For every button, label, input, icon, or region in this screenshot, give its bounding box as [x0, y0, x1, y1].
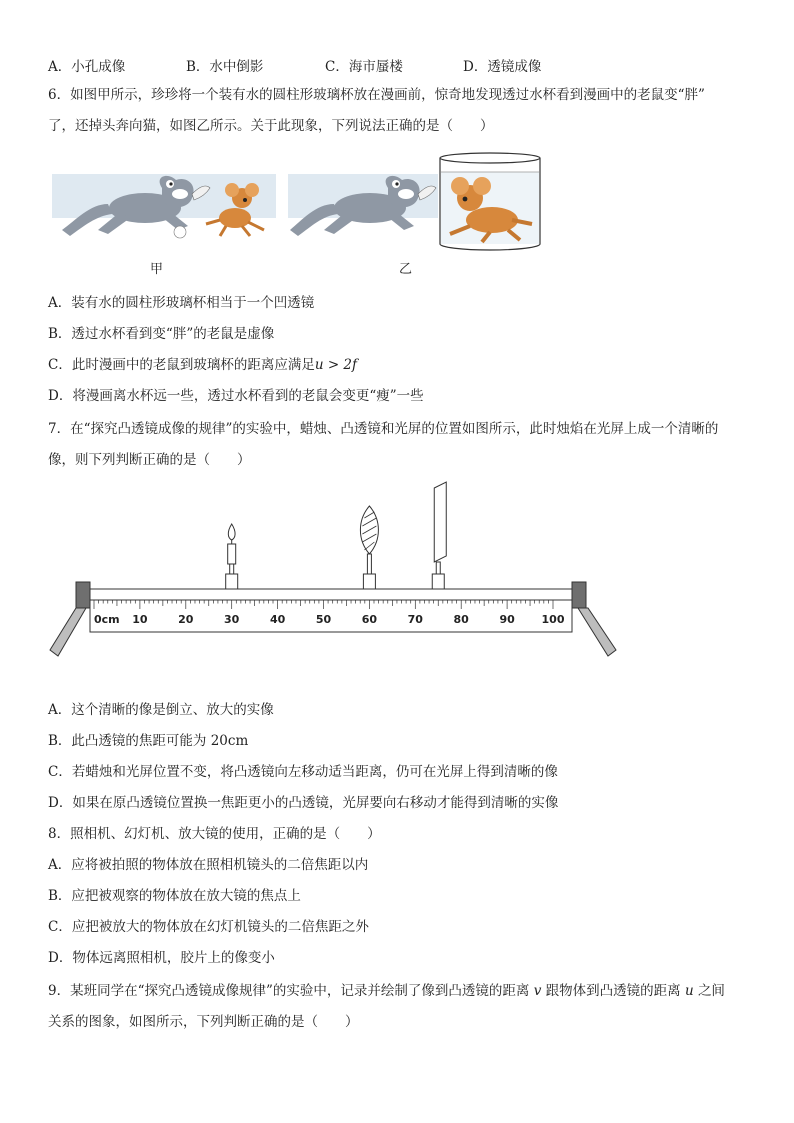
q6-option-c — [48, 356, 357, 374]
candle-holder — [226, 574, 238, 589]
scale-label: 50 — [315, 613, 332, 626]
scale-label: 10 — [132, 613, 148, 626]
scale-label: 30 — [224, 613, 240, 626]
scale-label: 70 — [407, 613, 423, 626]
q9-var-v: v — [533, 983, 542, 999]
q9-stem-line1 — [48, 982, 725, 1000]
bench-left-block — [76, 582, 90, 608]
figure-label-yi: 乙 — [399, 262, 413, 277]
q9-stem-part3: 之间 — [697, 983, 725, 999]
light-screen — [432, 482, 446, 589]
q5-option-b: B．水中倒影 — [186, 59, 264, 75]
q7-option-d: D．如果在原凸透镜位置换一焦距更小的凸透镜，光屏要向右移动才能得到清晰的实像 — [48, 795, 559, 811]
q9-stem-part1: 9．某班同学在“探究凸透镜成像规律”的实验中，记录并绘制了像到凸透镜的距离 — [48, 983, 530, 999]
q5-options — [48, 55, 748, 73]
q7-stem-line1: 7．在“探究凸透镜成像的规律”的实验中，蜡烛、凸透镜和光屏的位置如图所示，此时烛焰在光屏上成一个清晰的 — [48, 421, 719, 437]
candle-body — [228, 544, 236, 564]
q7-option-c: C．若蜡烛和光屏位置不变，将凸透镜向左移动适当距离，仍可在光屏上得到清晰的像 — [48, 764, 558, 780]
q8-option-a: A．应将被拍照的物体放在照相机镜头的二倍焦距以内 — [48, 857, 369, 873]
q6-option-a: A．装有水的圆柱形玻璃杯相当于一个凹透镜 — [48, 295, 315, 311]
q9-var-u: u — [684, 983, 694, 999]
q6-option-b: B．透过水杯看到变“胖”的老鼠是虚像 — [48, 326, 275, 342]
q9-stem-line2: 关系的图象，如图所示，下列判断正确的是（ ） — [48, 1014, 359, 1030]
bench-right-block — [572, 582, 586, 608]
optical-bench-figure — [48, 478, 618, 660]
figure-jia-cartoon — [52, 174, 276, 238]
convex-lens — [360, 506, 378, 589]
figure-yi-cartoon — [288, 153, 540, 250]
q8-option-d: D．物体远离照相机，胶片上的像变小 — [48, 950, 275, 966]
q9-stem-part2: 跟物体到凸透镜的距离 — [545, 983, 681, 999]
bench-rail — [90, 589, 572, 600]
candle — [226, 524, 238, 589]
q6-stem-line1: 6．如图甲所示，珍珍将一个装有水的圆柱形玻璃杯放在漫画前，惊奇地发现透过水杯看到漫画中的老鼠变“胖” — [48, 87, 705, 103]
figure-label-jia: 甲 — [150, 262, 164, 277]
q8-option-b: B．应把被观察的物体放在放大镜的焦点上 — [48, 888, 301, 904]
q6-option-d: D．将漫画离水杯远一些，透过水杯看到的老鼠会变更“瘦”一些 — [48, 388, 424, 404]
q7-option-b: B．此凸透镜的焦距可能为 20cm — [48, 733, 249, 749]
q6-stem-line2: 了，还掉头奔向猫，如图乙所示。关于此现象，下列说法正确的是（ ） — [48, 118, 494, 134]
bench-right-leg — [578, 608, 616, 656]
q8-option-c: C．应把被放大的物体放在幻灯机镜头的二倍焦距之外 — [48, 919, 369, 935]
q5-option-c: C．海市蜃楼 — [325, 59, 403, 75]
q6-option-c-formula: u > 2f — [314, 357, 358, 373]
q8-stem: 8．照相机、幻灯机、放大镜的使用，正确的是（ ） — [48, 826, 381, 842]
bench-left-leg — [50, 608, 86, 656]
q6-figure — [50, 150, 550, 280]
scale-label: 100 — [541, 613, 565, 626]
scale-label: 60 — [361, 613, 378, 626]
candle-flame — [228, 524, 235, 540]
q5-option-d: D．透镜成像 — [463, 59, 542, 75]
q5-option-a: A．小孔成像 — [48, 59, 126, 75]
scale-label: 40 — [269, 613, 286, 626]
scale-label: 80 — [453, 613, 469, 626]
q7-stem-line2: 像，则下列判断正确的是（ ） — [48, 452, 251, 468]
scale-label: 0cm — [94, 613, 120, 626]
q6-option-c-text: C．此时漫画中的老鼠到玻璃杯的距离应满足 — [48, 357, 315, 373]
q7-option-a: A．这个清晰的像是倒立、放大的实像 — [48, 702, 274, 718]
scale-label: 90 — [499, 613, 515, 626]
scale-label: 20 — [178, 613, 194, 626]
